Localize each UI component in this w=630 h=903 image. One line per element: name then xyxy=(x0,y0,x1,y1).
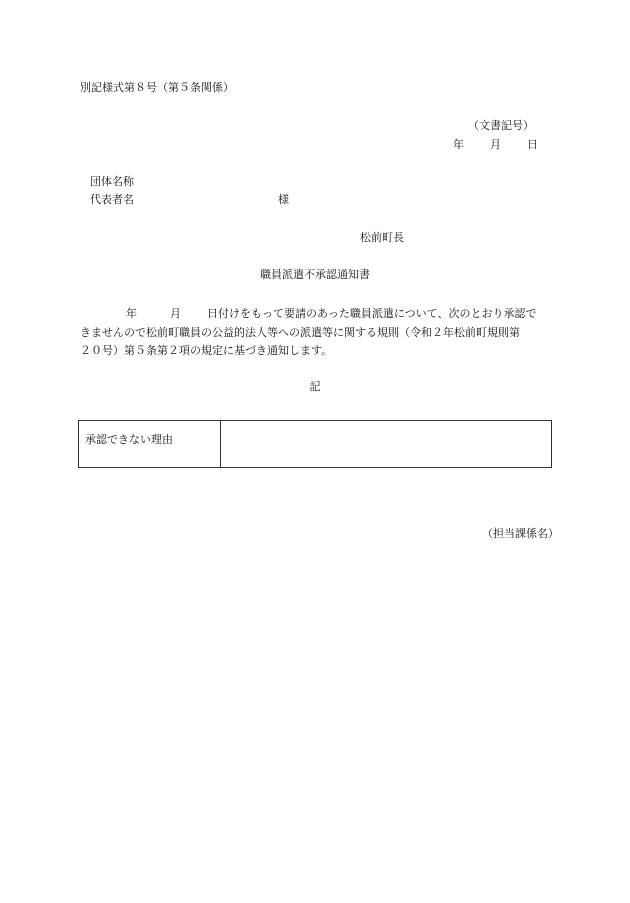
body-text xyxy=(80,305,555,361)
date-month: 月 xyxy=(490,138,501,151)
ki-marker: 記 xyxy=(309,380,321,393)
reason-table xyxy=(78,420,552,468)
document-title: 職員派遣不承認通知書 xyxy=(260,268,370,281)
sender-name: 松前町長 xyxy=(360,231,404,244)
date-line xyxy=(453,139,538,150)
body-month: 月 xyxy=(170,307,181,320)
representative-label: 代表者名 xyxy=(90,193,134,206)
body-line-3: ２０号）第５条第２項の規定に基づき通知します。 xyxy=(80,344,333,357)
reason-label: 承認できない理由 xyxy=(79,421,221,467)
contact-section-label: （担当課係名） xyxy=(482,527,559,540)
honorific: 様 xyxy=(278,193,289,206)
reason-value xyxy=(221,421,551,467)
body-line-2: きませんので松前町職員の公益的法人等への派遣等に関する規則（令和２年松前町規則第 xyxy=(80,325,520,339)
body-line-1-tail: 日付けをもって要請のあった職員派遣について、次のとおり承認で xyxy=(207,307,537,320)
date-year: 年 xyxy=(453,138,464,151)
document-number: （文書記号） xyxy=(468,119,534,132)
body-year: 年 xyxy=(126,307,137,320)
date-day: 日 xyxy=(527,138,538,151)
body-line-1 xyxy=(80,305,555,324)
organization-label: 団体名称 xyxy=(90,175,134,188)
form-label: 別記様式第８号（第５条関係） xyxy=(80,81,234,94)
